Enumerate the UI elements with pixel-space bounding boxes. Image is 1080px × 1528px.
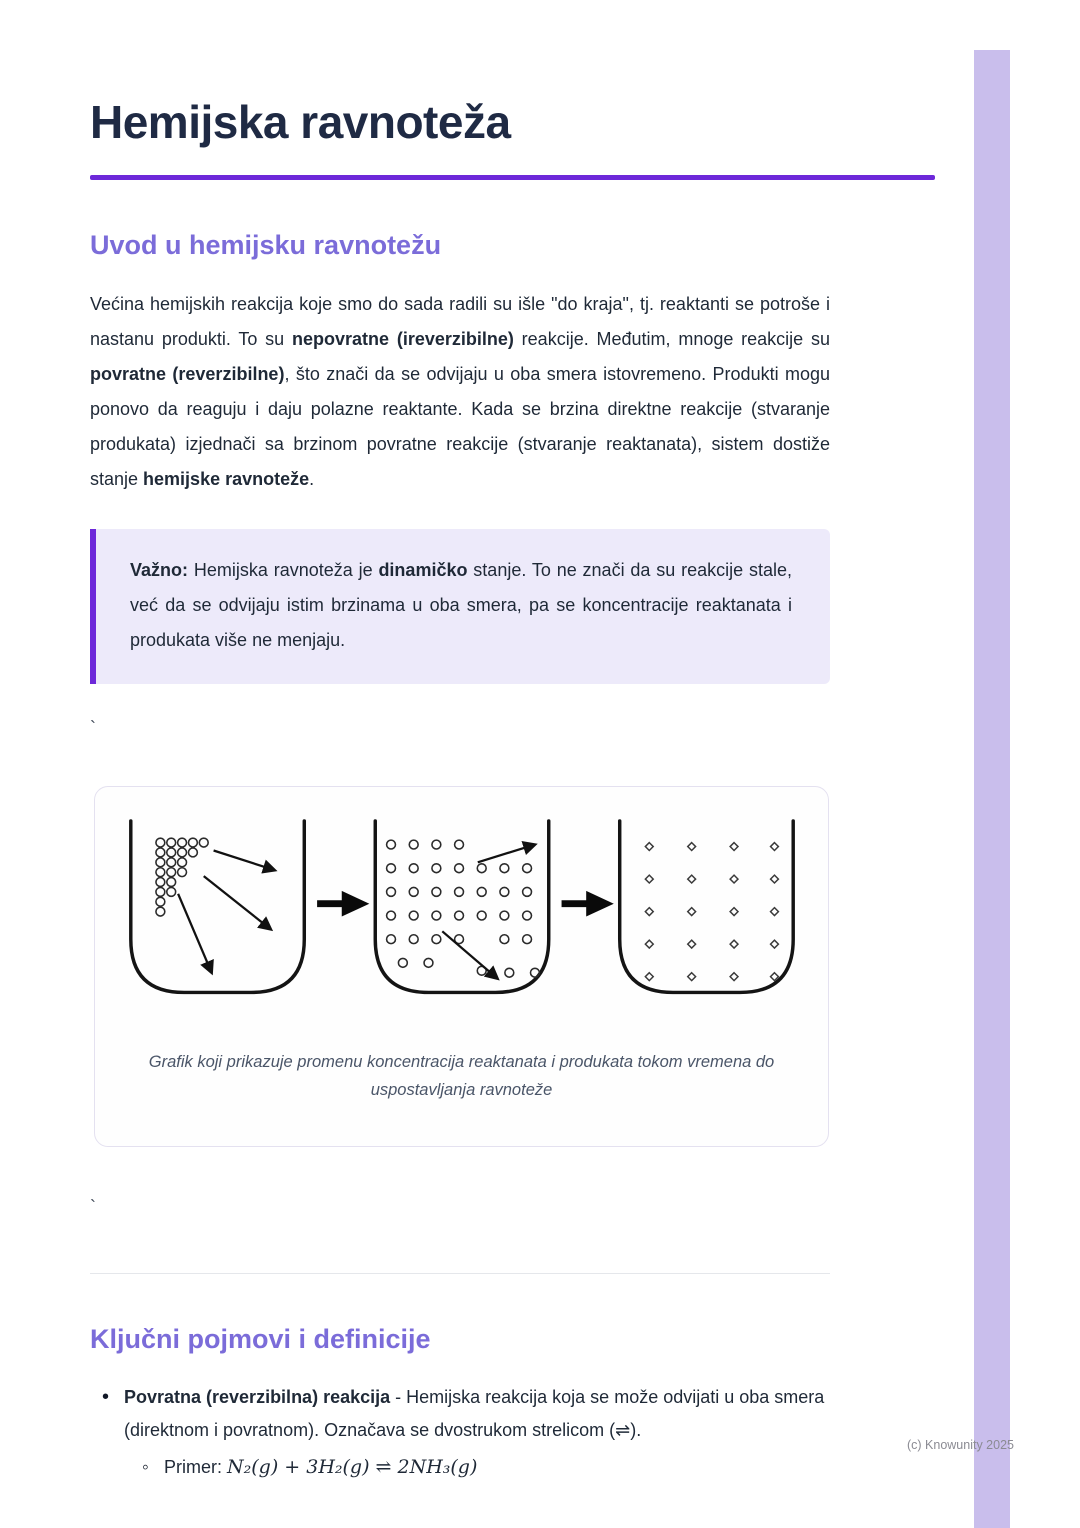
equilibrium-molecules xyxy=(645,843,778,981)
right-accent-bar xyxy=(974,50,1010,1528)
stray-backtick-1: ` xyxy=(90,718,96,738)
callout-text: Važno: Hemijska ravnoteža je dinamičko stanje. To ne znači da su reakcije stale, već da se odvijaju istim brzinama u oba smera, pa se koncentracije reaktanata i produkata više ne menjaju. xyxy=(130,560,792,650)
title-rule xyxy=(90,175,935,180)
term-text: Povratna (reverzibilna) reakcija - Hemijska reakcija koja se može odvijati u oba smera (direktnom i povratnom). Označava se dvostrukom strelicom (⇌). xyxy=(124,1387,825,1440)
equilibrium-beakers-diagram xyxy=(117,815,807,1022)
section-heading-intro: Uvod u hemijsku ravnotežu xyxy=(90,230,442,260)
section-divider xyxy=(90,1273,830,1274)
figure-card xyxy=(94,786,829,1147)
term-example-text: Primer: N₂(g) + 3H₂(g) ⇌ 2NH₃(g) xyxy=(164,1456,478,1478)
copyright-footer: (c) Knowunity 2025 xyxy=(906,1438,1014,1452)
term-sub-list xyxy=(124,1451,838,1484)
section-heading-terms: Ključni pojmovi i definicije xyxy=(90,1324,431,1354)
content-column xyxy=(90,0,935,1484)
mixing-molecules xyxy=(386,840,539,977)
diffusion-arrows-1 xyxy=(178,850,275,972)
term-item-reversible xyxy=(108,1381,838,1484)
terms-list xyxy=(90,1381,838,1484)
intro-paragraph: Većina hemijskih reakcija koje smo do sada radili su išle "do kraja", tj. reaktanti se potroše i nastanu produkti. To su nepovratne (ireverzibilne) reakcije. Međutim, mnoge reakcije su povratne (reverzibilne), što znači da se odvijaju u oba smera istovremeno. Produkti mogu ponovo da reaguju i daju polazne reaktante. Kada se brzina direktne reakcije (stvaranje produkata) izjednači sa brzinom povratne reakcije (stvaranje reaktanata), sistem dostiže stanje hemijske ravnoteže. xyxy=(90,294,831,489)
progress-arrow-2 xyxy=(561,891,613,917)
important-callout xyxy=(90,529,830,684)
progress-arrow-1 xyxy=(317,891,369,917)
stray-backtick-2: ` xyxy=(90,1197,96,1217)
diagram-wrap xyxy=(115,815,808,1022)
page-title: Hemijska ravnoteža xyxy=(90,96,511,148)
term-example xyxy=(146,1451,838,1484)
figure-caption: Grafik koji prikazuje promenu koncentracija reaktanata i produkata tokom vremena do uspostavljanja ravnoteže xyxy=(148,1053,775,1099)
